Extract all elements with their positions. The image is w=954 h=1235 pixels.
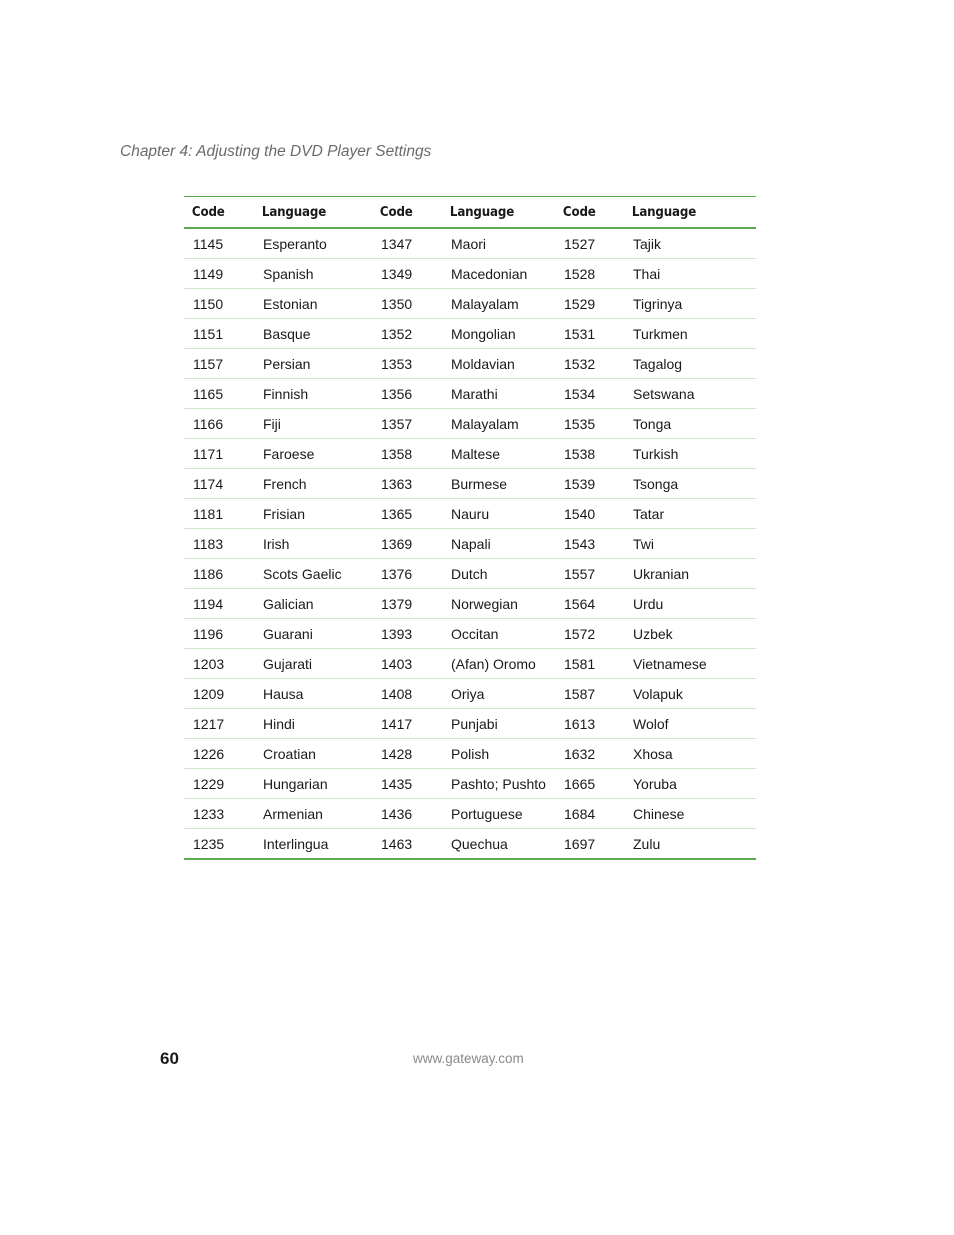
cell-language-1: Hungarian	[254, 769, 372, 799]
cell-language-1: Scots Gaelic	[254, 559, 372, 589]
cell-language-1: Estonian	[254, 289, 372, 319]
cell-language-3: Tigrinya	[624, 289, 756, 319]
cell-language-2: Napali	[442, 529, 555, 559]
cell-language-1: Hausa	[254, 679, 372, 709]
table-row	[184, 259, 756, 289]
cell-code-1: 1233	[184, 799, 254, 829]
cell-language-3: Urdu	[624, 589, 756, 619]
cell-code-2: 1349	[372, 259, 442, 289]
cell-code-2: 1347	[372, 228, 442, 259]
language-code-table	[184, 196, 756, 860]
cell-language-1: Faroese	[254, 439, 372, 469]
cell-language-1: Finnish	[254, 379, 372, 409]
footer-url: www.gateway.com	[413, 1051, 524, 1066]
cell-language-3: Tsonga	[624, 469, 756, 499]
cell-language-3: Yoruba	[624, 769, 756, 799]
table-row	[184, 409, 756, 439]
cell-language-1: Hindi	[254, 709, 372, 739]
cell-code-2: 1356	[372, 379, 442, 409]
cell-language-3: Tonga	[624, 409, 756, 439]
cell-code-1: 1149	[184, 259, 254, 289]
cell-code-3: 1528	[555, 259, 624, 289]
table-header	[184, 197, 756, 229]
cell-code-3: 1529	[555, 289, 624, 319]
cell-code-2: 1393	[372, 619, 442, 649]
cell-language-2: Norwegian	[442, 589, 555, 619]
cell-code-2: 1379	[372, 589, 442, 619]
cell-language-3: Volapuk	[624, 679, 756, 709]
cell-code-2: 1363	[372, 469, 442, 499]
cell-code-2: 1357	[372, 409, 442, 439]
cell-code-2: 1369	[372, 529, 442, 559]
cell-language-1: Esperanto	[254, 228, 372, 259]
cell-language-3: Chinese	[624, 799, 756, 829]
table-row	[184, 499, 756, 529]
cell-code-3: 1684	[555, 799, 624, 829]
column-header-code-2: Code	[379, 204, 413, 220]
cell-language-1: Armenian	[254, 799, 372, 829]
cell-language-3: Xhosa	[624, 739, 756, 769]
cell-code-1: 1186	[184, 559, 254, 589]
cell-code-1: 1229	[184, 769, 254, 799]
cell-language-3: Uzbek	[624, 619, 756, 649]
cell-language-3: Turkmen	[624, 319, 756, 349]
cell-code-1: 1174	[184, 469, 254, 499]
cell-language-1: Fiji	[254, 409, 372, 439]
cell-code-1: 1209	[184, 679, 254, 709]
table-header-row	[184, 197, 756, 229]
column-header-language-2: Language	[449, 204, 515, 220]
page-number: 60	[160, 1049, 179, 1068]
cell-code-3: 1613	[555, 709, 624, 739]
cell-language-3: Tatar	[624, 499, 756, 529]
column-header-language-3: Language	[631, 204, 697, 220]
cell-language-2: Malayalam	[442, 289, 555, 319]
cell-code-3: 1581	[555, 649, 624, 679]
cell-language-2: Polish	[442, 739, 555, 769]
cell-language-2: Quechua	[442, 829, 555, 860]
cell-code-1: 1171	[184, 439, 254, 469]
cell-code-1: 1157	[184, 349, 254, 379]
cell-language-3: Ukranian	[624, 559, 756, 589]
cell-code-2: 1358	[372, 439, 442, 469]
cell-language-2: Macedonian	[442, 259, 555, 289]
cell-code-2: 1408	[372, 679, 442, 709]
cell-language-1: Croatian	[254, 739, 372, 769]
cell-language-1: Irish	[254, 529, 372, 559]
cell-code-3: 1532	[555, 349, 624, 379]
cell-language-3: Zulu	[624, 829, 756, 860]
cell-language-3: Wolof	[624, 709, 756, 739]
cell-code-2: 1350	[372, 289, 442, 319]
cell-code-3: 1587	[555, 679, 624, 709]
cell-code-1: 1235	[184, 829, 254, 860]
cell-language-2: Pashto; Pushto	[442, 769, 555, 799]
table-row	[184, 829, 756, 860]
cell-language-2: Malayalam	[442, 409, 555, 439]
column-header-code-1: Code	[191, 204, 225, 220]
cell-code-1: 1145	[184, 228, 254, 259]
cell-language-1: Basque	[254, 319, 372, 349]
cell-code-2: 1403	[372, 649, 442, 679]
cell-language-1: French	[254, 469, 372, 499]
cell-code-1: 1151	[184, 319, 254, 349]
cell-code-2: 1436	[372, 799, 442, 829]
table-row	[184, 679, 756, 709]
table-row	[184, 769, 756, 799]
table-body	[184, 228, 756, 859]
cell-code-2: 1435	[372, 769, 442, 799]
cell-code-1: 1217	[184, 709, 254, 739]
cell-code-1: 1203	[184, 649, 254, 679]
cell-language-3: Turkish	[624, 439, 756, 469]
cell-code-3: 1531	[555, 319, 624, 349]
cell-language-1: Spanish	[254, 259, 372, 289]
cell-code-3: 1539	[555, 469, 624, 499]
cell-language-2: Dutch	[442, 559, 555, 589]
cell-language-3: Setswana	[624, 379, 756, 409]
cell-code-2: 1463	[372, 829, 442, 860]
cell-code-3: 1557	[555, 559, 624, 589]
cell-language-3: Tajik	[624, 228, 756, 259]
cell-code-1: 1166	[184, 409, 254, 439]
cell-language-2: Portuguese	[442, 799, 555, 829]
cell-language-2: Mongolian	[442, 319, 555, 349]
cell-code-1: 1181	[184, 499, 254, 529]
column-header-language-1: Language	[261, 204, 327, 220]
cell-language-3: Tagalog	[624, 349, 756, 379]
cell-code-2: 1428	[372, 739, 442, 769]
cell-language-2: Nauru	[442, 499, 555, 529]
cell-code-3: 1564	[555, 589, 624, 619]
cell-language-1: Persian	[254, 349, 372, 379]
cell-code-1: 1183	[184, 529, 254, 559]
cell-language-2: (Afan) Oromo	[442, 649, 555, 679]
cell-language-1: Gujarati	[254, 649, 372, 679]
table-row	[184, 349, 756, 379]
cell-language-1: Interlingua	[254, 829, 372, 860]
table-row	[184, 469, 756, 499]
cell-language-2: Punjabi	[442, 709, 555, 739]
table-row	[184, 319, 756, 349]
table-row	[184, 709, 756, 739]
cell-language-2: Occitan	[442, 619, 555, 649]
table-row	[184, 649, 756, 679]
table-row	[184, 739, 756, 769]
cell-code-2: 1417	[372, 709, 442, 739]
table-row	[184, 799, 756, 829]
cell-code-3: 1534	[555, 379, 624, 409]
cell-code-3: 1540	[555, 499, 624, 529]
table-row	[184, 529, 756, 559]
chapter-title: Chapter 4: Adjusting the DVD Player Settings	[120, 143, 432, 160]
cell-code-2: 1352	[372, 319, 442, 349]
cell-language-2: Moldavian	[442, 349, 555, 379]
cell-code-1: 1226	[184, 739, 254, 769]
cell-code-3: 1632	[555, 739, 624, 769]
cell-code-2: 1365	[372, 499, 442, 529]
cell-code-1: 1196	[184, 619, 254, 649]
cell-code-3: 1535	[555, 409, 624, 439]
column-header-code-3: Code	[562, 204, 596, 220]
cell-language-2: Marathi	[442, 379, 555, 409]
cell-code-1: 1165	[184, 379, 254, 409]
cell-code-3: 1527	[555, 228, 624, 259]
cell-code-1: 1194	[184, 589, 254, 619]
cell-code-3: 1665	[555, 769, 624, 799]
table-row	[184, 289, 756, 319]
cell-language-2: Burmese	[442, 469, 555, 499]
cell-code-1: 1150	[184, 289, 254, 319]
cell-language-1: Frisian	[254, 499, 372, 529]
cell-code-2: 1376	[372, 559, 442, 589]
cell-language-3: Twi	[624, 529, 756, 559]
cell-code-3: 1538	[555, 439, 624, 469]
cell-language-2: Maori	[442, 228, 555, 259]
cell-language-2: Oriya	[442, 679, 555, 709]
table-row	[184, 228, 756, 259]
cell-code-3: 1697	[555, 829, 624, 860]
table-row	[184, 559, 756, 589]
cell-code-2: 1353	[372, 349, 442, 379]
table-row	[184, 379, 756, 409]
cell-language-2: Maltese	[442, 439, 555, 469]
cell-code-3: 1572	[555, 619, 624, 649]
table-row	[184, 619, 756, 649]
cell-language-3: Thai	[624, 259, 756, 289]
table-row	[184, 439, 756, 469]
cell-language-1: Galician	[254, 589, 372, 619]
cell-language-3: Vietnamese	[624, 649, 756, 679]
cell-language-1: Guarani	[254, 619, 372, 649]
table-row	[184, 589, 756, 619]
cell-code-3: 1543	[555, 529, 624, 559]
